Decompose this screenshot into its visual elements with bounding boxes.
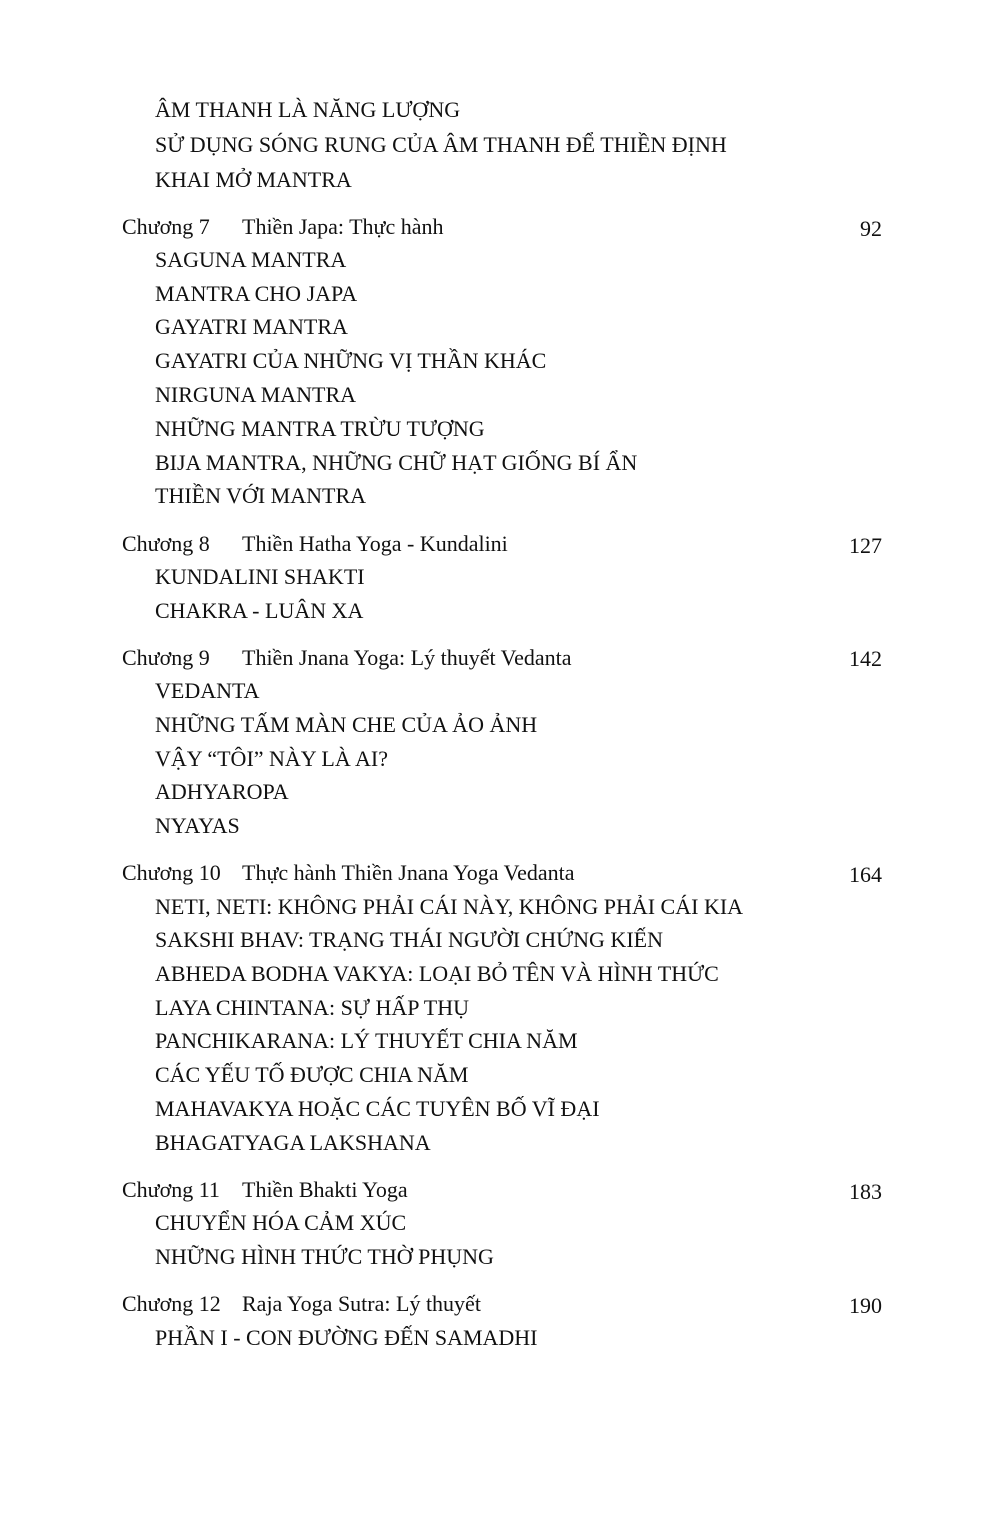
chapter-page-number: 183 [849, 1179, 882, 1204]
toc-item: CÁC YẾU TỐ ĐƯỢC CHIA NĂM [155, 1062, 469, 1087]
chapter-page-number: 127 [849, 533, 882, 558]
toc-item: THIỀN VỚI MANTRA [155, 483, 367, 508]
toc-item: LAYA CHINTANA: SỰ HẤP THỤ [155, 995, 469, 1020]
toc-item: SỬ DỤNG SÓNG RUNG CỦA ÂM THANH ĐỂ THIỀN ĐỊNH [155, 132, 727, 157]
toc-item: NHỮNG TẤM MÀN CHE CỦA ẢO ẢNH [155, 712, 538, 737]
toc-item: BHAGATYAGA LAKSHANA [155, 1130, 431, 1155]
chapter-title: Thiền Jnana Yoga: Lý thuyết Vedanta [242, 645, 572, 670]
chapter-heading [122, 530, 508, 558]
toc-item: CHAKRA - LUÂN XA [155, 598, 364, 623]
chapter-title: Thực hành Thiền Jnana Yoga Vedanta [242, 860, 575, 885]
chapter-title: Raja Yoga Sutra: Lý thuyết [242, 1291, 481, 1316]
chapter-heading [122, 213, 444, 241]
chapter-page-number: 92 [860, 216, 882, 241]
chapter-title: Thiền Hatha Yoga - Kundalini [242, 531, 508, 556]
toc-item: VẬY “TÔI” NÀY LÀ AI? [155, 746, 388, 771]
chapter-label: Chương 7 [122, 214, 210, 239]
toc-item: NHỮNG HÌNH THỨC THỜ PHỤNG [155, 1244, 494, 1269]
chapter-heading [122, 644, 572, 672]
toc-item: SAGUNA MANTRA [155, 247, 347, 272]
toc-item: BIJA MANTRA, NHỮNG CHỮ HẠT GIỐNG BÍ ẨN [155, 450, 638, 475]
chapter-page-number: 142 [849, 646, 882, 671]
toc-item: VEDANTA [155, 678, 260, 703]
toc-item: GAYATRI CỦA NHỮNG VỊ THẦN KHÁC [155, 348, 547, 373]
chapter-label: Chương 12 [122, 1291, 221, 1316]
toc-item: NYAYAS [155, 813, 240, 838]
toc-item: PANCHIKARANA: LÝ THUYẾT CHIA NĂM [155, 1028, 578, 1053]
toc-item: PHẦN I - CON ĐƯỜNG ĐẾN SAMADHI [155, 1325, 538, 1350]
chapter-title: Thiền Japa: Thực hành [242, 214, 444, 239]
toc-item: ABHEDA BODHA VAKYA: LOẠI BỎ TÊN VÀ HÌNH THỨC [155, 961, 719, 986]
chapter-label: Chương 11 [122, 1177, 220, 1202]
toc-item: MAHAVAKYA HOẶC CÁC TUYÊN BỐ VĨ ĐẠI [155, 1096, 600, 1121]
toc-item: SAKSHI BHAV: TRẠNG THÁI NGƯỜI CHỨNG KIẾN [155, 927, 663, 952]
toc-item: CHUYỂN HÓA CẢM XÚC [155, 1210, 407, 1235]
chapter-heading [122, 1290, 481, 1318]
toc-item: NETI, NETI: KHÔNG PHẢI CÁI NÀY, KHÔNG PHẢI CÁI KIA [155, 894, 744, 919]
chapter-page-number: 190 [849, 1293, 882, 1318]
chapter-heading [122, 1176, 408, 1204]
toc-item: ADHYAROPA [155, 779, 289, 804]
toc-item: NHỮNG MANTRA TRỪU TƯỢNG [155, 416, 485, 441]
toc-item: MANTRA CHO JAPA [155, 281, 358, 306]
chapter-label: Chương 9 [122, 645, 210, 670]
chapter-page-number: 164 [849, 862, 882, 887]
toc-item: KHAI MỞ MANTRA [155, 167, 352, 192]
chapter-heading [122, 859, 575, 887]
chapter-label: Chương 8 [122, 531, 210, 556]
toc-item: GAYATRI MANTRA [155, 314, 348, 339]
toc-item: KUNDALINI SHAKTI [155, 564, 365, 589]
toc-item: ÂM THANH LÀ NĂNG LƯỢNG [155, 97, 461, 122]
chapter-title: Thiền Bhakti Yoga [242, 1177, 408, 1202]
chapter-label: Chương 10 [122, 860, 221, 885]
toc-item: NIRGUNA MANTRA [155, 382, 357, 407]
